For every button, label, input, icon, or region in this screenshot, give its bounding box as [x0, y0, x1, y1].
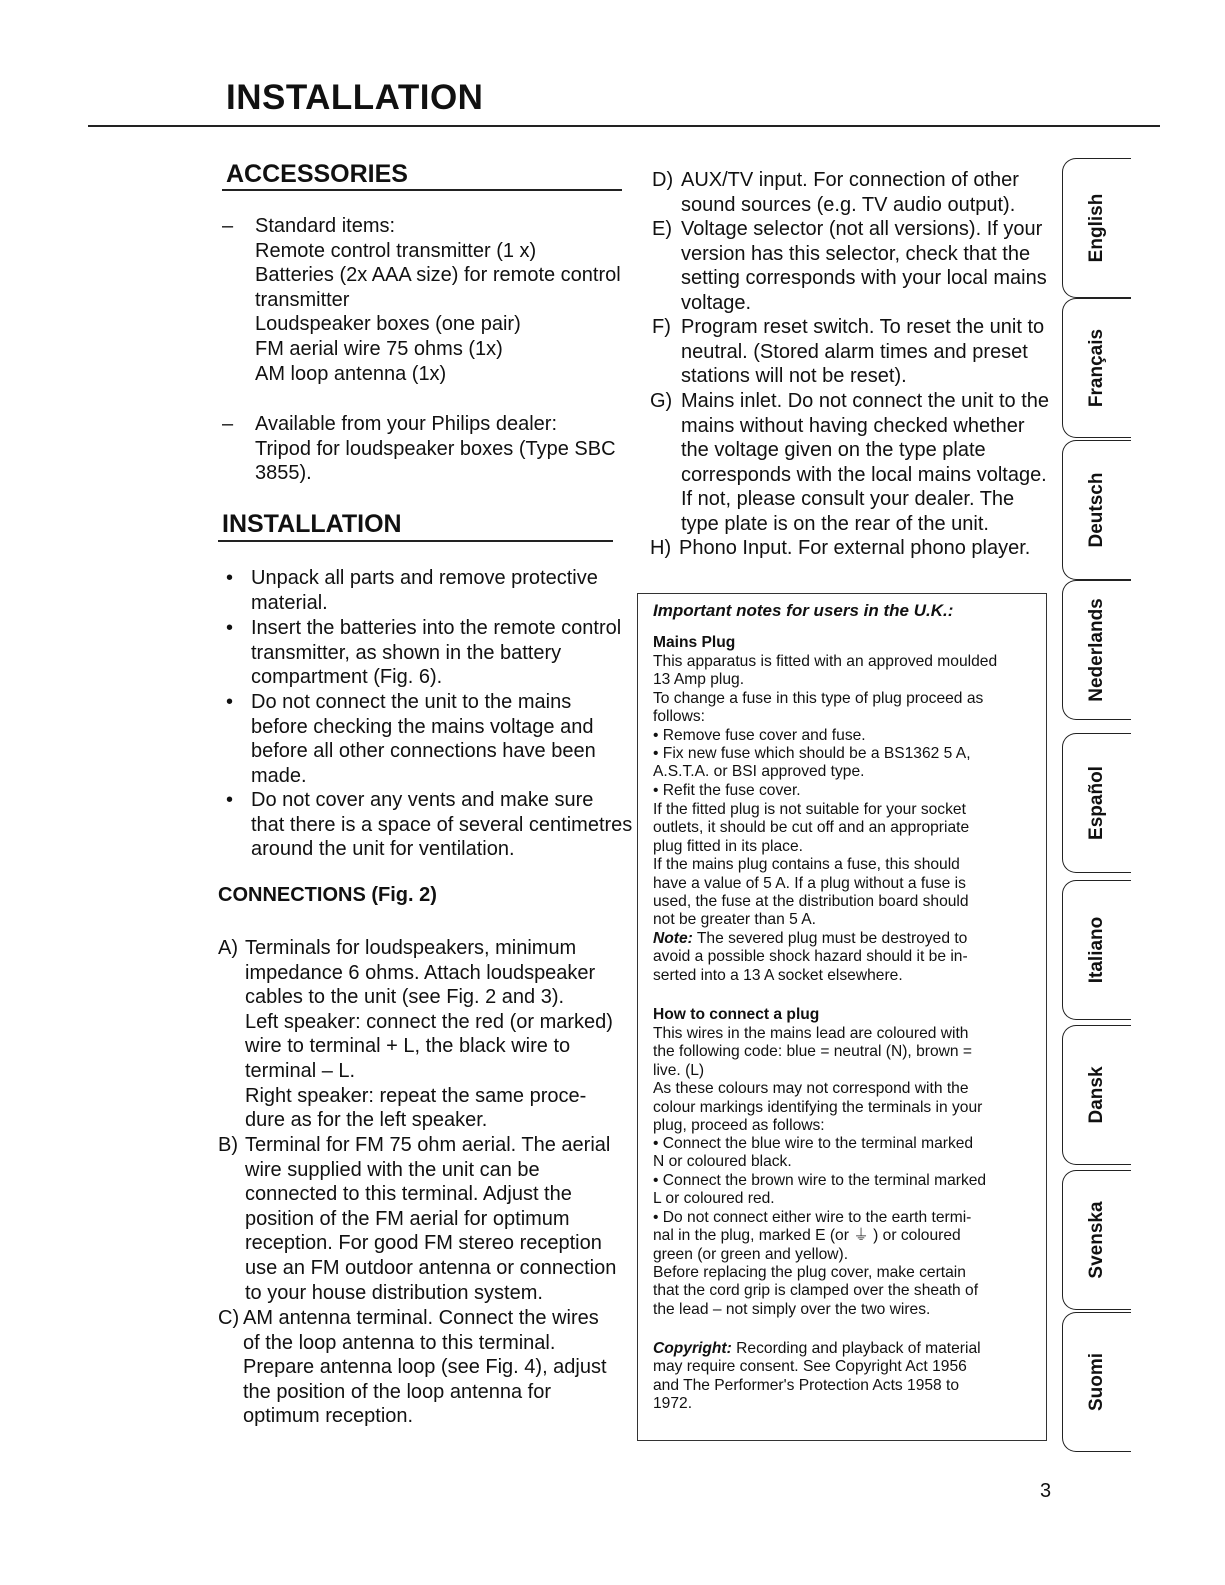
bullet: •	[226, 617, 234, 639]
bullet: •	[226, 691, 234, 713]
item-letter: G)	[650, 390, 673, 412]
tab-label: Français	[1086, 328, 1107, 408]
tab-label: Deutsch	[1086, 472, 1107, 548]
accessories-standard-items: Standard items: Remote control transmitter (1 x) Batteries (2x AAA size) for remote control transmitter Loudspeaker boxes (one pair) FM aerial wire 75 ohms (1x) AM loop antenna (1x)	[255, 215, 621, 385]
connections-heading: CONNECTIONS (Fig. 2)	[218, 884, 437, 906]
tab-label: Suomi	[1086, 1352, 1107, 1412]
connect-plug-heading: How to connect a plug	[653, 1006, 820, 1023]
note-text: The severed plug must be destroyed to avoid a possible shock hazard should it be in- serted into a 13 A socket elsewhere.	[653, 930, 968, 984]
tab-label: Italiano	[1086, 916, 1107, 984]
tab-label: Español	[1086, 766, 1107, 840]
page-title: INSTALLATION	[226, 78, 484, 117]
copyright-text: Recording and playback of material may require consent. See Copyright Act 1956 and The Performer's Protection Acts 1958 to 1972.	[653, 1340, 981, 1413]
installation-underline	[218, 540, 613, 542]
copyright-label: Copyright:	[653, 1340, 732, 1357]
connection-g: Mains inlet. Do not connect the unit to the mains without having checked whether the voltage given on the type plate corresponds with the local mains voltage. If not, please consult your dealer. The type plate is on the rear of the unit.	[681, 390, 1049, 535]
connection-e: Voltage selector (not all versions). If your version has this selector, check that the setting corresponds with your local mains voltage.	[681, 218, 1047, 314]
language-tab-svenska[interactable]	[1062, 1170, 1131, 1310]
connection-f: Program reset switch. To reset the unit to neutral. (Stored alarm times and preset stations will not be reset).	[681, 316, 1045, 388]
uk-notes-box	[637, 593, 1047, 1441]
mains-plug-heading: Mains Plug	[653, 634, 736, 651]
installation-item: Do not cover any vents and make sure that there is a space of several centimetres around the unit for ventilation.	[251, 789, 633, 861]
language-tab-english[interactable]	[1062, 158, 1131, 298]
tab-label: Nederlands	[1086, 598, 1107, 702]
language-tab-nederlands[interactable]	[1062, 580, 1131, 720]
connection-c: AM antenna terminal. Connect the wires of the loop antenna to this terminal. Prepare antenna loop (see Fig. 4), adjust the position of the loop antenna for optimum reception.	[243, 1307, 607, 1428]
installation-heading: INSTALLATION	[222, 510, 402, 538]
connection-a: Terminals for loudspeakers, minimum impedance 6 ohms. Attach loudspeaker cables to the unit (see Fig. 2 and 3). Left speaker: connect the red (or marked) wire to terminal + L, the black wire to terminal – L. Right speaker: repeat the same proce- dure as for the left speaker.	[245, 937, 613, 1132]
fuse-text: If the fitted plug is not suitable for your socket outlets, it should be cut off and an appropriate plug fitted in its place. If the mains plug contains a fuse, this should have a value of 5 A. If a plug without a fuse is used, the fuse at the distribution board should not be greater than 5 A.	[653, 801, 970, 929]
connect-step: • Connect the brown wire to the terminal marked L or coloured red.	[653, 1172, 987, 1208]
fuse-step: • Fix new fuse which should be a BS1362 5 A, A.S.T.A. or BSI approved type.	[653, 745, 971, 781]
connection-h: Phono Input. For external phono player.	[679, 537, 1031, 559]
list-marker: –	[222, 413, 234, 435]
note-paragraph	[653, 930, 1043, 985]
tab-label: English	[1086, 193, 1107, 263]
item-letter: C)	[218, 1307, 240, 1329]
fuse-step: • Remove fuse cover and fuse.	[653, 727, 866, 744]
bullet: •	[226, 567, 234, 589]
language-tab-deutsch[interactable]	[1062, 440, 1131, 580]
fuse-step: • Refit the fuse cover.	[653, 782, 801, 799]
installation-item: Do not connect the unit to the mains before checking the mains voltage and before all other connections have been made.	[251, 691, 596, 787]
accessories-heading: ACCESSORIES	[226, 160, 408, 188]
bullet: •	[226, 789, 234, 811]
tab-label: Svenska	[1086, 1201, 1107, 1279]
language-tab-dansk[interactable]	[1062, 1025, 1131, 1165]
connection-d: AUX/TV input. For connection of other sound sources (e.g. TV audio output).	[681, 169, 1019, 216]
item-letter: H)	[650, 537, 672, 559]
item-letter: D)	[652, 169, 674, 191]
item-letter: E)	[652, 218, 672, 240]
installation-item: Insert the batteries into the remote control transmitter, as shown in the battery compartment (Fig. 6).	[251, 617, 622, 689]
list-marker: –	[222, 215, 234, 237]
installation-item: Unpack all parts and remove protective material.	[251, 567, 598, 614]
language-tab-suomi[interactable]	[1062, 1312, 1131, 1452]
item-letter: F)	[652, 316, 671, 338]
connection-b: Terminal for FM 75 ohm aerial. The aerial wire supplied with the unit can be connected to this terminal. Adjust the position of the FM aerial for optimum reception. For good FM stereo reception use an FM outdoor antenna or connection to your house distribution system.	[245, 1134, 617, 1304]
language-tab-francais[interactable]	[1062, 298, 1131, 438]
page-number: 3	[1040, 1480, 1052, 1502]
before-text: Before replacing the plug cover, make certain that the cord grip is clamped over the sheath of the lead – not simply over the two wires.	[653, 1264, 979, 1318]
accessories-optional-items: Available from your Philips dealer: Tripod for loudspeaker boxes (Type SBC 3855).	[255, 413, 616, 485]
connect-plug-text: This wires in the mains lead are coloured with the following code: blue = neutral (N), brown = live. (L) As these colours may not correspond with the colour markings identifying the terminals in your plug, proceed as follows:	[653, 1025, 983, 1135]
uk-notes-heading: Important notes for users in the U.K.:	[653, 601, 954, 620]
language-tab-espanol[interactable]	[1062, 733, 1131, 873]
mains-plug-text: This apparatus is fitted with an approved moulded 13 Amp plug. To change a fuse in this type of plug proceed as follows:	[653, 653, 998, 726]
note-label: Note:	[653, 930, 693, 947]
item-letter: A)	[218, 937, 238, 959]
accessories-underline	[222, 189, 622, 191]
title-rule	[88, 125, 1160, 127]
language-tab-italiano[interactable]	[1062, 880, 1131, 1020]
connect-step: • Do not connect either wire to the earth termi- nal in the plug, marked E (or ⏚ ) or coloured green (or green and yellow).	[653, 1209, 972, 1263]
copyright-paragraph	[653, 1340, 1043, 1414]
tab-label: Dansk	[1086, 1066, 1107, 1124]
connect-step: • Connect the blue wire to the terminal marked N or coloured black.	[653, 1135, 974, 1171]
item-letter: B)	[218, 1134, 238, 1156]
